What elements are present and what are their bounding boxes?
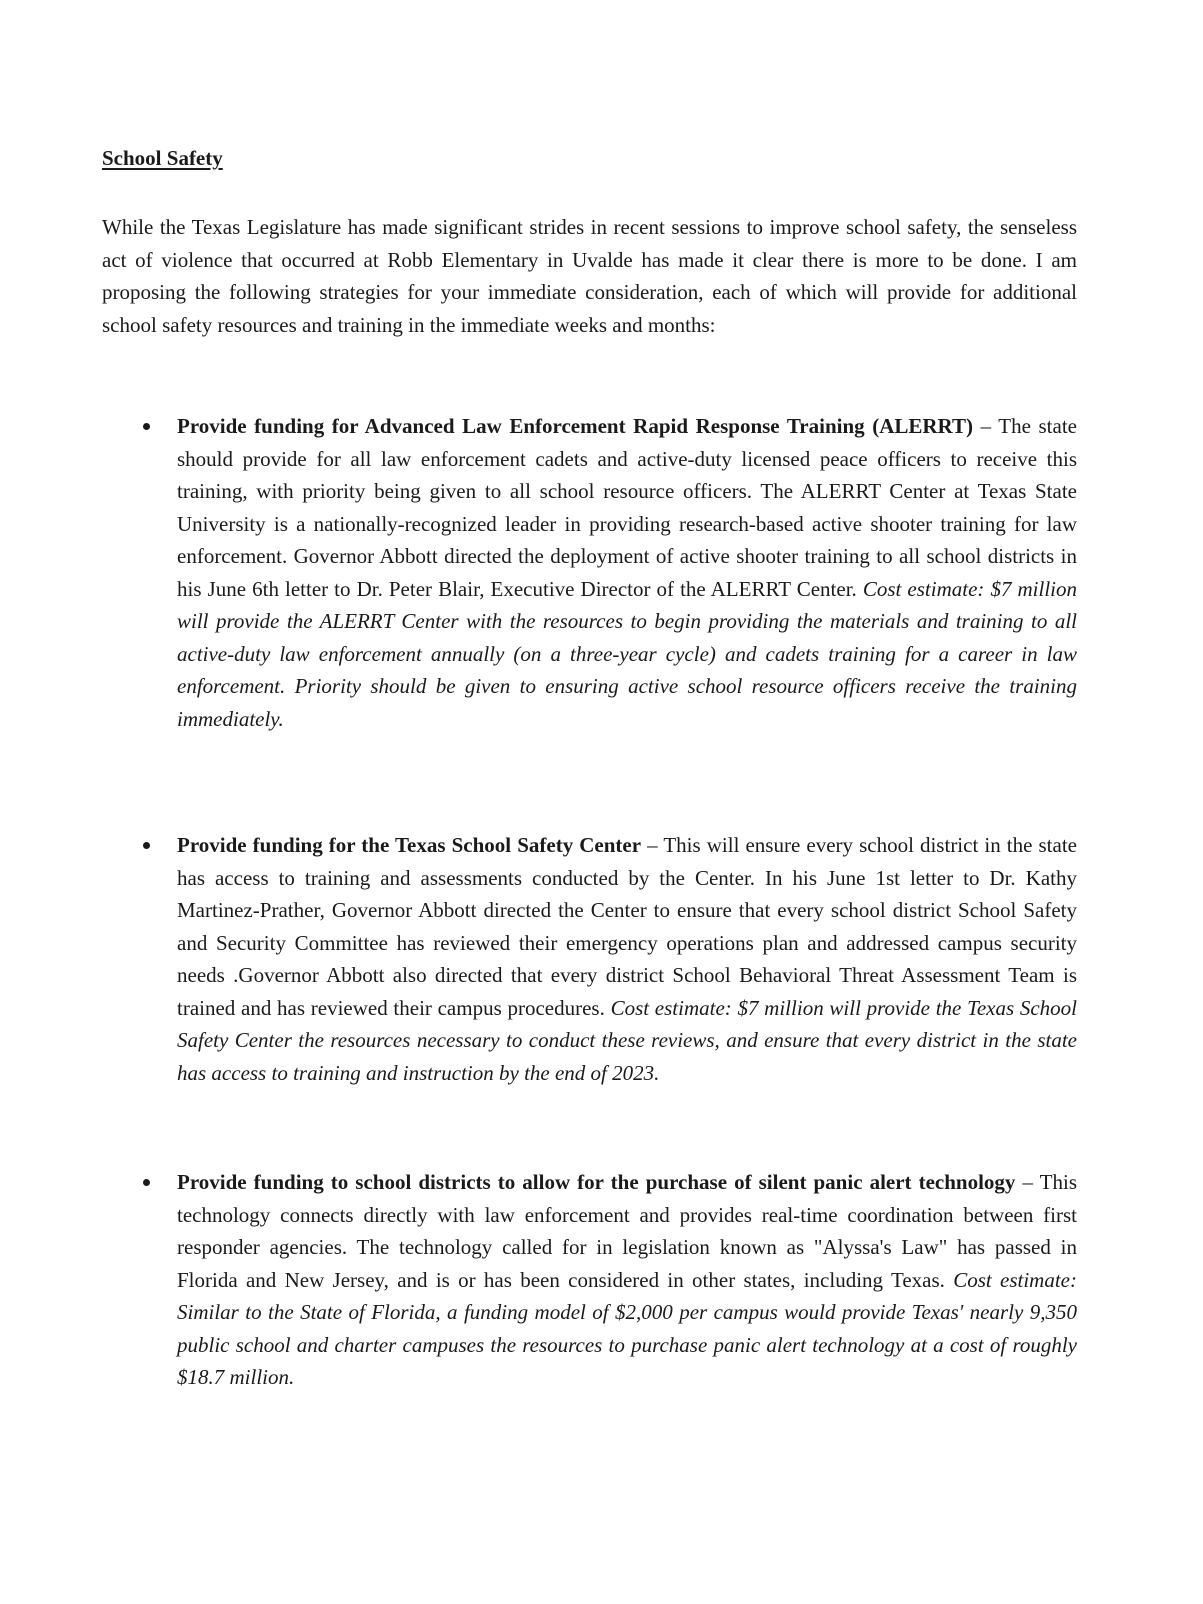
- strategy-title: Provide funding for the Texas School Safety Center: [177, 833, 642, 857]
- strategy-item-safety-center: [177, 829, 1077, 1089]
- strategy-title: Provide funding for Advanced Law Enforcement Rapid Response Training (ALERRT): [177, 414, 973, 438]
- cost-estimate: Cost estimate: $7 million will provide the ALERRT Center with the resources to begin providing the materials and training to all active-duty law enforcement annually (on a three-year cycle) and cadets training for a career in law enforcement. Priority should be given to ensuring active school resource officers receive the training immediately.: [177, 576, 1077, 731]
- strategy-item-panic-alert: [177, 1166, 1077, 1394]
- strategy-description: – This technology connects directly with law enforcement and provides real-time coordination between first responder agencies. The technology called for in legislation known as "Alyssa's Law" has passed in Florida and New Jersey, and is or has been considered in other states, including Texas.: [177, 1170, 1077, 1292]
- section-heading: School Safety: [102, 146, 223, 170]
- strategy-description: – The state should provide for all law enforcement cadets and active-duty licensed peace officers to receive this training, with priority being given to all school resource officers. The ALERRT Center at Texas State University is a nationally-recognized leader in providing research-based active shooter training for law enforcement. Governor Abbott directed the deployment of active shooter training to all school districts in his June 6th letter to Dr. Peter Blair, Executive Director of the ALERRT Center.: [177, 414, 1077, 601]
- intro-paragraph: While the Texas Legislature has made significant strides in recent sessions to improve school safety, the senseless act of violence that occurred at Robb Elementary in Uvalde has made it clear there is more to be done. I am proposing the following strategies for your immediate consideration, each of which will provide for additional school safety resources and training in the immediate weeks and months:: [102, 215, 1077, 337]
- cost-estimate: Cost estimate: Similar to the State of Florida, a funding model of $2,000 per campus would provide Texas' nearly 9,350 public school and charter campuses the resources to purchase panic alert technology at a cost of roughly $18.7 million.: [177, 1267, 1077, 1389]
- bullet-dot-icon: [143, 842, 150, 849]
- cost-estimate: Cost estimate: $7 million will provide the Texas School Safety Center the resources necessary to conduct these reviews, and ensure that every district in the state has access to training and instruction by the end of 2023.: [177, 995, 1078, 1085]
- bullet-dot-icon: [143, 1179, 150, 1186]
- strategy-item-alerrt: [177, 410, 1077, 735]
- bullet-dot-icon: [143, 423, 150, 430]
- strategy-title: Provide funding to school districts to allow for the purchase of silent panic alert technology: [177, 1170, 1016, 1194]
- strategy-description: – This will ensure every school district in the state has access to training and assessments conducted by the Center. In his June 1st letter to Dr. Kathy Martinez-Prather, Governor Abbott directed the Center to ensure that every school district School Safety and Security Committee has reviewed their emergency operations plan and addressed campus security needs .Governor Abbott also directed that every district School Behavioral Threat Assessment Team is trained and has reviewed their campus procedures.: [177, 833, 1077, 1020]
